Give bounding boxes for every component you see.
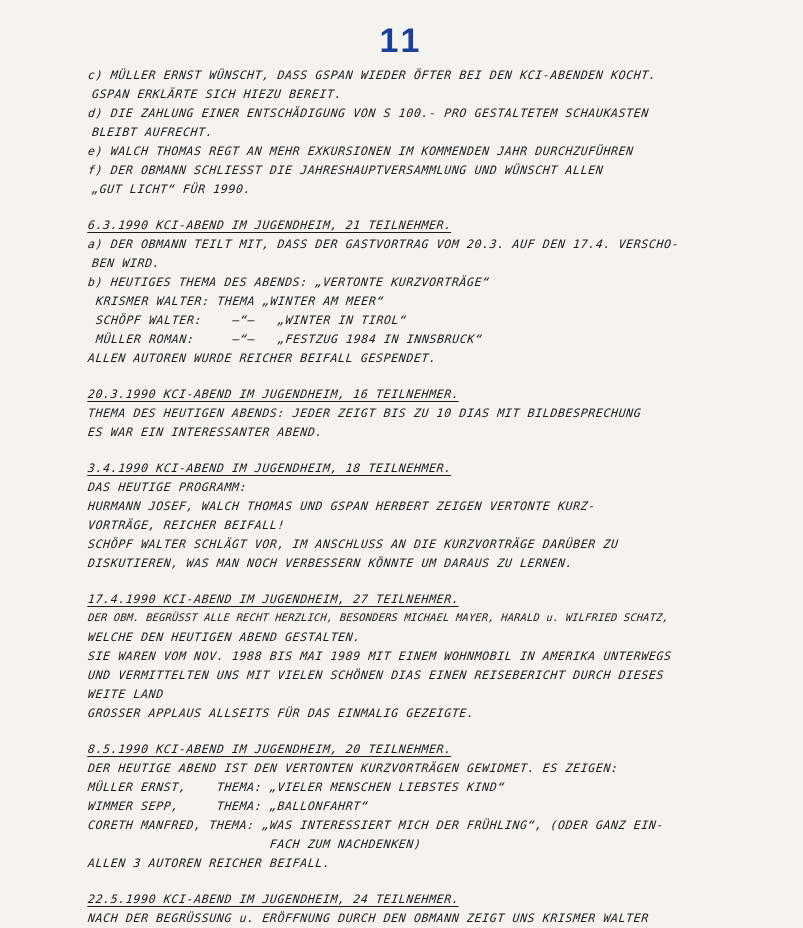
line: GROSSER APPLAUS ALLSEITS FÜR DAS EINMALIG GEZEIGTE. [87,706,476,720]
line: a) DER OBMANN TEILT MIT, DASS DER GASTVORTRAG VOM 20.3. AUF DEN 17.4. VERSCHO- [87,237,681,251]
line: DER OBM. BEGRÜSST ALLE RECHT HERZLICH, BESONDERS MICHAEL MAYER, HARALD u. WILFRIED SCHATZ, [87,612,670,624]
line: BLEIBT AUFRECHT. [91,125,215,139]
line: SIE WAREN VOM NOV. 1988 BIS MAI 1989 MIT EINEM WOHNMOBIL IN AMERIKA UNTERWEGS [87,649,673,663]
line: ALLEN 3 AUTOREN REICHER BEIFALL. [87,856,332,870]
line: WIMMER SEPP, THEMA: „BALLONFAHRT“ [87,799,370,813]
line: ES WAR EIN INTERESSANTER ABEND. [87,425,324,439]
line: d) DIE ZAHLUNG EINER ENTSCHÄDIGUNG VON S 100.- PRO GESTALTETEM SCHAUKASTEN [87,106,650,120]
line: ALLEN AUTOREN WURDE REICHER BEIFALL GESPENDET. [87,351,438,365]
line: DER HEUTIGE ABEND IST DEN VERTONTEN KURZVORTRÄGEN GEWIDMET. ES ZEIGEN: [87,761,620,775]
entry-header: 22.5.1990 KCI-ABEND IM JUGENDHEIM, 24 TEILNEHMER. [87,892,461,906]
line: NACH DER BEGRÜSSUNG u. ERÖFFNUNG DURCH DEN OBMANN ZEIGT UNS KRISMER WALTER [87,911,650,925]
entry-header: 17.4.1990 KCI-ABEND IM JUGENDHEIM, 27 TEILNEHMER. [87,592,461,606]
entry-header: 3.4.1990 KCI-ABEND IM JUGENDHEIM, 18 TEILNEHMER. [87,461,453,475]
line: VORTRÄGE, REICHER BEIFALL! [87,518,286,532]
line: DAS HEUTIGE PROGRAMM: [87,480,248,494]
line: WEITE LAND [87,687,165,701]
line: GSPAN ERKLÄRTE SICH HIEZU BEREIT. [91,87,343,101]
line: KRISMER WALTER: THEMA „WINTER AM MEER“ [95,294,385,308]
page-number: 11 [379,22,424,60]
line: „GUT LICHT“ FÜR 1990. [91,182,252,196]
line: b) HEUTIGES THEMA DES ABENDS: „VERTONTE KURZVORTRÄGE“ [87,275,491,289]
minutes-text [87,66,747,928]
line: HURMANN JOSEF, WALCH THOMAS UND GSPAN HERBERT ZEIGEN VERTONTE KURZ- [87,499,597,513]
entry-header: 8.5.1990 KCI-ABEND IM JUGENDHEIM, 20 TEILNEHMER. [87,742,453,756]
entry-header: 6.3.1990 KCI-ABEND IM JUGENDHEIM, 21 TEILNEHMER. [87,218,453,232]
line: e) WALCH THOMAS REGT AN MEHR EXKURSIONEN IM KOMMENDEN JAHR DURCHZUFÜHREN [87,144,635,158]
line: MÜLLER ROMAN: —“— „FESTZUG 1984 IN INNSBRUCK“ [95,332,484,346]
line: DISKUTIEREN, WAS MAN NOCH VERBESSERN KÖNNTE UM DARAUS ZU LERNEN. [87,556,574,570]
line: UND VERMITTELTEN UNS MIT VIELEN SCHÖNEN DIAS EINEN REISEBERICHT DURCH DIESES [87,668,665,682]
line: f) DER OBMANN SCHLIESST DIE JAHRESHAUPTVERSAMMLUNG UND WÜNSCHT ALLEN [87,163,605,177]
line: CORETH MANFRED, THEMA: „WAS INTERESSIERT MICH DER FRÜHLING“, (ODER GANZ EIN- [87,818,665,832]
line: BEN WIRD. [91,256,162,270]
line: MÜLLER ERNST, THEMA: „VIELER MENSCHEN LIEBSTES KIND“ [87,780,506,794]
line: WELCHE DEN HEUTIGEN ABEND GESTALTEN. [87,630,362,644]
line: FACH ZUM NACHDENKEN) [87,837,423,851]
line: SCHÖPF WALTER SCHLÄGT VOR, IM ANSCHLUSS AN DIE KURZVORTRÄGE DARÜBER ZU [87,537,620,551]
line: THEMA DES HEUTIGEN ABENDS: JEDER ZEIGT BIS ZU 10 DIAS MIT BILDBESPRECHUNG [87,406,643,420]
line: SCHÖPF WALTER: —“— „WINTER IN TIROL“ [95,313,408,327]
line: c) MÜLLER ERNST WÜNSCHT, DASS GSPAN WIEDER ÖFTER BEI DEN KCI-ABENDEN KOCHT. [87,68,658,82]
entry-header: 20.3.1990 KCI-ABEND IM JUGENDHEIM, 16 TEILNEHMER. [87,387,461,401]
